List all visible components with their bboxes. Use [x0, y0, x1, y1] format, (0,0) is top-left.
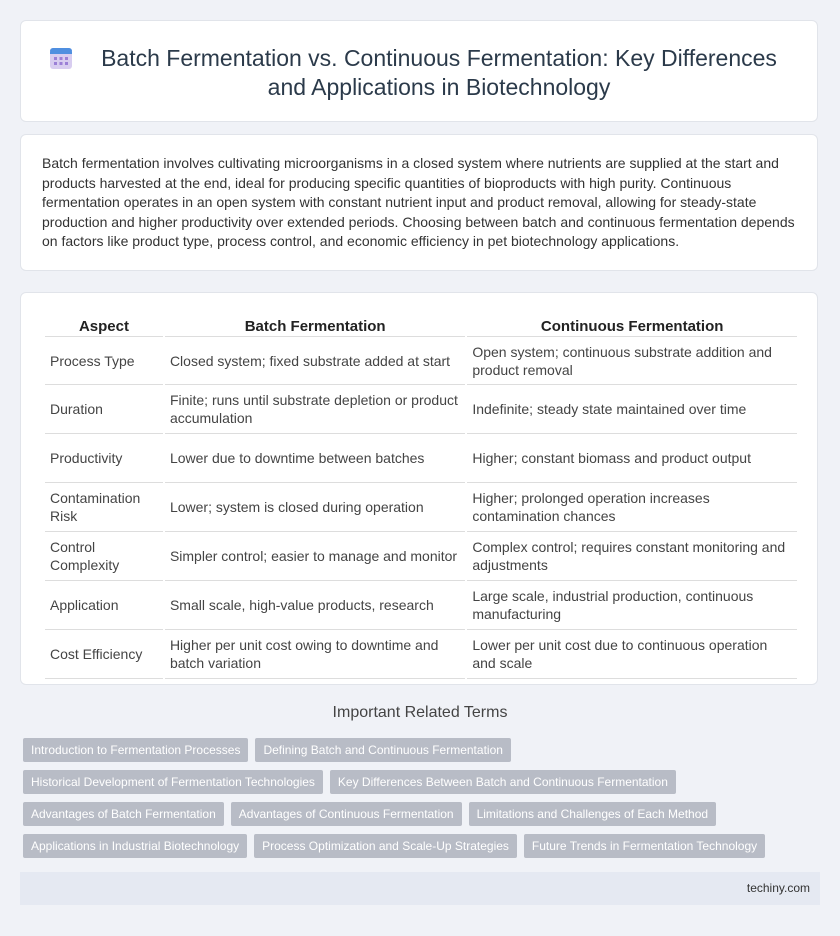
comparison-table [43, 316, 799, 679]
related-term-tag[interactable]: Advantages of Continuous Fermentation [231, 802, 462, 826]
table-header-row [45, 316, 797, 337]
related-term-tag[interactable]: Limitations and Challenges of Each Method [469, 802, 716, 826]
table-cell: Process Type [45, 337, 163, 385]
table-cell: Simpler control; easier to manage and monitor [165, 532, 465, 581]
related-term-tag[interactable]: Historical Development of Fermentation Technologies [23, 770, 323, 794]
related-term-tag[interactable]: Process Optimization and Scale-Up Strategies [254, 834, 517, 858]
table-row [45, 483, 797, 532]
table-row [45, 434, 797, 483]
related-term-tag[interactable]: Defining Batch and Continuous Fermentation [255, 738, 510, 762]
table-row [45, 532, 797, 581]
table-cell: Application [45, 581, 163, 630]
related-term-tag[interactable]: Future Trends in Fermentation Technology [524, 834, 765, 858]
table-cell: Finite; runs until substrate depletion or product accumulation [165, 385, 465, 434]
related-term-tag[interactable]: Advantages of Batch Fermentation [23, 802, 224, 826]
table-cell: Contamination Risk [45, 483, 163, 532]
table-cell: Small scale, high-value products, research [165, 581, 465, 630]
table-cell: Higher per unit cost owing to downtime and batch variation [165, 630, 465, 679]
related-terms-heading: Important Related Terms [332, 704, 508, 721]
table-cell: Higher; constant biomass and product output [467, 434, 797, 483]
related-terms-list [23, 738, 803, 866]
related-term-tag[interactable]: Applications in Industrial Biotechnology [23, 834, 247, 858]
table-row [45, 337, 797, 385]
footer-site-link[interactable]: techiny.com [746, 881, 810, 895]
related-term-tag[interactable]: Introduction to Fermentation Processes [23, 738, 248, 762]
table-cell: Productivity [45, 434, 163, 483]
column-header: Batch Fermentation [165, 316, 465, 337]
related-term-tag[interactable]: Key Differences Between Batch and Continuous Fermentation [330, 770, 676, 794]
intro-card [20, 134, 818, 271]
table-cell: Indefinite; steady state maintained over time [467, 385, 797, 434]
page-title: Batch Fermentation vs. Continuous Fermentation: Key Differences and Applications in Biotechnology [101, 45, 777, 100]
column-header: Aspect [45, 316, 163, 337]
table-cell: Control Complexity [45, 532, 163, 581]
table-cell: Cost Efficiency [45, 630, 163, 679]
comparison-table-card [20, 292, 818, 685]
table-cell: Duration [45, 385, 163, 434]
footer [20, 872, 820, 905]
table-cell: Higher; prolonged operation increases contamination chances [467, 483, 797, 532]
table-cell: Lower; system is closed during operation [165, 483, 465, 532]
table-row [45, 385, 797, 434]
header-card [20, 20, 818, 122]
table-row [45, 630, 797, 679]
table-cell: Open system; continuous substrate addition and product removal [467, 337, 797, 385]
table-cell: Lower per unit cost due to continuous operation and scale [467, 630, 797, 679]
table-cell: Large scale, industrial production, continuous manufacturing [467, 581, 797, 630]
table-row [45, 581, 797, 630]
table-cell: Complex control; requires constant monitoring and adjustments [467, 532, 797, 581]
column-header: Continuous Fermentation [467, 316, 797, 337]
table-cell: Closed system; fixed substrate added at start [165, 337, 465, 385]
table-cell: Lower due to downtime between batches [165, 434, 465, 483]
intro-paragraph: Batch fermentation involves cultivating microorganisms in a closed system where nutrients are supplied at the start and products harvested at the end, ideal for producing specific quantities of bioproducts with high purity. Continuous fermentation operates in an open system with constant nutrient input and product removal, allowing for steady-state production and higher productivity over extended periods. Choosing between batch and continuous fermentation depends on factors like product type, process control, and economic efficiency in pet biotechnology applications. [42, 155, 795, 249]
